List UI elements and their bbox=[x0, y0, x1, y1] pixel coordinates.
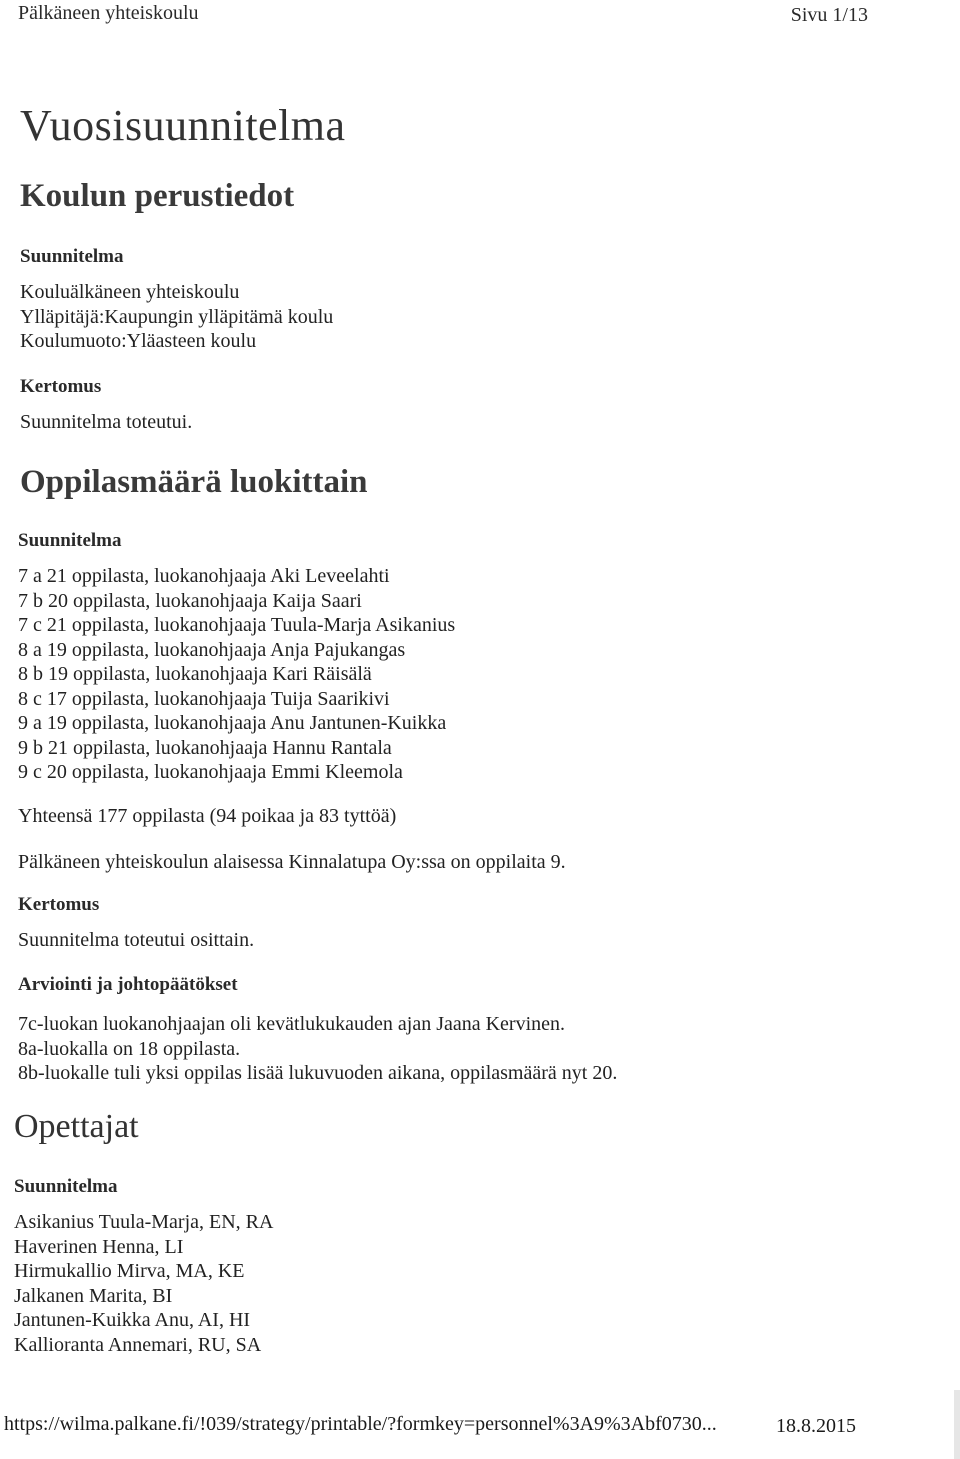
class-list bbox=[18, 564, 455, 785]
class-line: 9 c 20 oppilasta, luokanohjaaja Emmi Kleemola bbox=[18, 761, 403, 783]
basic-info-block bbox=[20, 280, 333, 354]
story-text: Suunnitelma toteutui. bbox=[20, 411, 193, 433]
section-heading-basic-info: Koulun perustiedot bbox=[20, 178, 295, 214]
plan-label: Suunnitelma bbox=[20, 246, 124, 267]
section-heading-teachers: Opettajat bbox=[14, 1108, 139, 1145]
class-line: 7 c 21 oppilasta, luokanohjaaja Tuula-Marja Asikanius bbox=[18, 614, 456, 636]
evaluation-line: 8b-luokalle tuli yksi oppilas lisää lukuvuoden aikana, oppilasmäärä nyt 20. bbox=[18, 1062, 618, 1084]
student-note: Pälkäneen yhteiskoulun alaisessa Kinnalatupa Oy:ssa on oppilaita 9. bbox=[18, 851, 566, 873]
teacher-line: Hirmukallio Mirva, MA, KE bbox=[14, 1260, 245, 1282]
story-label: Kertomus bbox=[18, 894, 100, 915]
footer-date: 18.8.2015 bbox=[776, 1415, 856, 1437]
plan-label: Suunnitelma bbox=[18, 530, 122, 551]
page-title: Vuosisuunnitelma bbox=[20, 101, 346, 150]
evaluation-block bbox=[18, 1012, 617, 1086]
teacher-list bbox=[14, 1210, 273, 1357]
basic-info-line: Ylläpitäjä:Kaupungin ylläpitämä koulu bbox=[20, 305, 334, 328]
teacher-line: Jantunen-Kuikka Anu, AI, HI bbox=[14, 1309, 251, 1331]
class-line: 9 b 21 oppilasta, luokanohjaaja Hannu Rantala bbox=[18, 736, 392, 759]
evaluation-line: 8a-luokalla on 18 oppilasta. bbox=[18, 1037, 241, 1060]
teacher-line: Kallioranta Annemari, RU, SA bbox=[14, 1333, 262, 1356]
footer-url: https://wilma.palkane.fi/!039/strategy/printable/?formkey=personnel%3A9%3Abf0730... bbox=[4, 1413, 717, 1435]
section-heading-students-by-class: Oppilasmäärä luokittain bbox=[20, 464, 368, 500]
class-line: 7 a 21 oppilasta, luokanohjaaja Aki Leveelahti bbox=[18, 565, 390, 587]
teacher-line: Jalkanen Marita, BI bbox=[14, 1284, 173, 1307]
plan-label: Suunnitelma bbox=[14, 1176, 118, 1197]
scan-edge-mark bbox=[954, 1390, 960, 1459]
basic-info-line: Kouluälkäneen yhteiskoulu bbox=[20, 281, 240, 303]
page-number: Sivu 1/13 bbox=[790, 4, 868, 26]
class-line: 9 a 19 oppilasta, luokanohjaaja Anu Jantunen-Kuikka bbox=[18, 712, 447, 734]
story-label: Kertomus bbox=[20, 376, 102, 397]
story-text: Suunnitelma toteutui osittain. bbox=[18, 929, 255, 951]
basic-info-line: Koulumuoto:Yläasteen koulu bbox=[20, 330, 257, 352]
student-total: Yhteensä 177 oppilasta (94 poikaa ja 83 tyttöä) bbox=[18, 805, 397, 827]
class-line: 8 b 19 oppilasta, luokanohjaaja Kari Räisälä bbox=[18, 663, 372, 685]
teacher-line: Haverinen Henna, LI bbox=[14, 1235, 184, 1258]
header-school-name: Pälkäneen yhteiskoulu bbox=[18, 2, 199, 24]
evaluation-line: 7c-luokan luokanohjaajan oli kevätlukukauden ajan Jaana Kervinen. bbox=[18, 1013, 566, 1035]
class-line: 8 a 19 oppilasta, luokanohjaaja Anja Pajukangas bbox=[18, 638, 406, 661]
teacher-line: Asikanius Tuula-Marja, EN, RA bbox=[14, 1211, 274, 1233]
evaluation-label: Arviointi ja johtopäätökset bbox=[18, 974, 238, 995]
class-line: 8 c 17 oppilasta, luokanohjaaja Tuija Saarikivi bbox=[18, 687, 390, 710]
class-line: 7 b 20 oppilasta, luokanohjaaja Kaija Saari bbox=[18, 589, 362, 612]
